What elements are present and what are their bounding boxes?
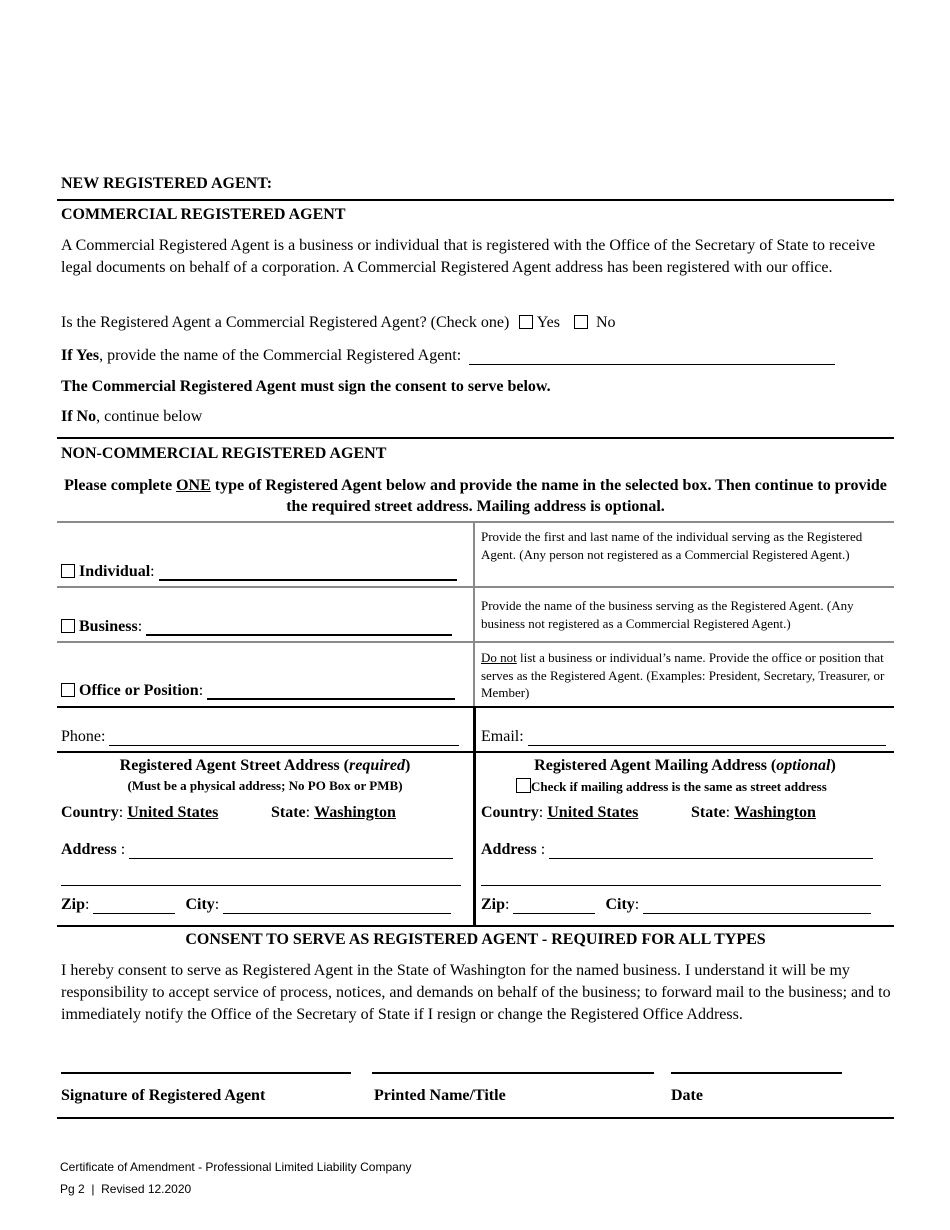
noncommercial-heading: NON-COMMERCIAL REGISTERED AGENT [61,445,387,462]
if-yes-text: , provide the name of the Commercial Registered Agent: [99,347,462,364]
office-checkbox[interactable] [61,683,75,697]
phone-label: Phone: [61,728,106,745]
email-label: Email: [481,728,524,745]
commercial-agent-name-field[interactable] [469,348,835,365]
table-row-divider [57,586,894,588]
street-title-end: ) [404,757,411,774]
mailing-address-label: Address [481,841,537,858]
must-sign-note: The Commercial Registered Agent must sign the consent to serve below. [61,378,551,395]
if-yes-bold: If Yes [61,347,100,364]
office-row: Office or Position: [61,682,455,700]
office-help-underlined: Do not [481,650,517,665]
printed-name-field[interactable] [372,1072,654,1074]
mailing-state-value: Washington [734,804,816,821]
mailing-country-row: Country: United States [481,804,639,821]
footer-form-name: Certificate of Amendment - Professional Limited Liability Company [60,1160,412,1174]
individual-checkbox[interactable] [61,564,75,578]
mailing-zip-label: Zip [481,896,506,913]
mailing-title-end: ) [830,757,836,774]
consent-text: I hereby consent to serve as Registered Agent in the State of Washington for the named business. I understand it will be my responsibility to accept service of process, notices, and demands on behalf of the business; to forward mail to the business; and to immediately notify the Office of the Secretary of State if I resign or change the Registered Office Address. [61,962,891,1023]
consent-heading: CONSENT TO SERVE AS REGISTERED AGENT - REQUIRED FOR ALL TYPES [185,931,766,948]
individual-help: Provide the first and last name of the individual serving as the Registered Agent. (Any person not registered as a Commercial Registered Agent.) [481,529,863,562]
mailing-title [476,757,894,775]
street-address-field[interactable] [129,842,453,859]
business-name-field[interactable] [146,618,452,636]
noncommercial-instruction [57,475,894,517]
mailing-same-checkbox[interactable] [516,778,531,793]
street-country-value: United States [127,804,219,821]
email-field[interactable] [528,729,886,746]
mailing-state-label: State [691,804,726,821]
mailing-country-value: United States [547,804,639,821]
office-help [481,649,886,702]
street-subtitle: (Must be a physical address; No PO Box or PMB) [127,778,403,793]
mailing-city-label: City [605,896,635,913]
street-state-row: State: Washington [271,804,396,821]
mailing-state-row: State: Washington [691,804,816,821]
divider [57,1117,894,1119]
phone-row [61,728,459,746]
footer-page-info: Pg 2 | Revised 12.2020 [60,1182,192,1196]
street-address-row: Address : [61,841,453,859]
mailing-address-row: Address : [481,841,873,859]
table-center-divider [473,521,475,707]
street-state-value: Washington [314,804,396,821]
street-zip-city-row: Zip: City: [61,896,451,914]
table-row-divider [57,641,894,643]
mailing-title-italic: optional [776,757,831,774]
business-label: Business [79,618,138,635]
individual-name-field[interactable] [159,563,457,581]
email-row [481,728,886,746]
no-label: No [596,314,616,331]
street-address-label: Address [61,841,117,858]
if-yes-row [61,347,835,365]
mailing-zip-field[interactable] [513,897,595,914]
individual-label: Individual [79,563,151,580]
if-no-bold: If No [61,408,97,425]
page-title: NEW REGISTERED AGENT: [61,175,273,192]
commercial-question-row [61,314,616,332]
printed-name-label: Printed Name/Title [374,1087,506,1104]
no-checkbox[interactable] [574,315,588,329]
yes-label: Yes [536,314,560,331]
signature-field[interactable] [61,1072,351,1074]
mailing-city-field[interactable] [643,897,871,914]
mailing-same-label: Check if mailing address is the same as street address [531,779,827,794]
office-help-rest: list a business or individual’s name. Provide the office or position that serves as the Registered Agent. (Examples: President, Secretary, Treasurer, or Member) [481,650,885,700]
divider [57,751,894,753]
street-city-field[interactable] [223,897,451,914]
street-zip-label: Zip [61,896,86,913]
street-country-label: Country [61,804,119,821]
divider [57,925,894,927]
divider [57,437,894,439]
if-no-row [61,408,202,426]
phone-field[interactable] [109,729,459,746]
commercial-heading: COMMERCIAL REGISTERED AGENT [61,206,346,223]
street-country-row: Country: United States [61,804,219,821]
office-name-field[interactable] [207,682,455,700]
yes-checkbox[interactable] [519,315,533,329]
divider [57,199,894,201]
signature-label: Signature of Registered Agent [61,1087,266,1104]
mailing-title-main: Registered Agent Mailing Address ( [534,757,777,774]
mailing-address-line2-field[interactable] [481,885,881,886]
street-address-line2-field[interactable] [61,885,461,886]
street-state-label: State [271,804,306,821]
mailing-country-label: Country [481,804,539,821]
instruction-pre: Please complete [64,477,177,494]
mailing-zip-city-row: Zip: City: [481,896,871,914]
business-checkbox[interactable] [61,619,75,633]
street-city-label: City [185,896,215,913]
date-label: Date [671,1087,703,1104]
mailing-same-row [516,778,827,795]
street-zip-field[interactable] [93,897,175,914]
street-title [57,757,473,775]
table-top-border [57,521,894,523]
business-row: Business: [61,618,452,636]
office-label: Office or Position [79,682,199,699]
instruction-one: ONE [176,477,211,494]
commercial-question: Is the Registered Agent a Commercial Registered Agent? (Check one) [61,314,510,331]
instruction-post: type of Registered Agent below and provide the name in the selected box. Then continue to provide the required street address. Mailing address is optional. [210,477,887,515]
street-title-main: Registered Agent Street Address ( [119,757,349,774]
mailing-address-field[interactable] [549,842,873,859]
if-no-text: , continue below [96,408,203,425]
date-field[interactable] [671,1072,842,1074]
business-help: Provide the name of the business serving as the Registered Agent. (Any business not registered as a Commercial Registered Agent.) [481,598,854,631]
column-divider [473,706,476,926]
individual-row: Individual: [61,563,457,581]
street-title-italic: required [348,757,405,774]
commercial-description: A Commercial Registered Agent is a business or individual that is registered with the Office of the Secretary of State to receive legal documents on behalf of a corporation. A Commercial Registered Agent address has been registered with our office. [61,237,876,276]
